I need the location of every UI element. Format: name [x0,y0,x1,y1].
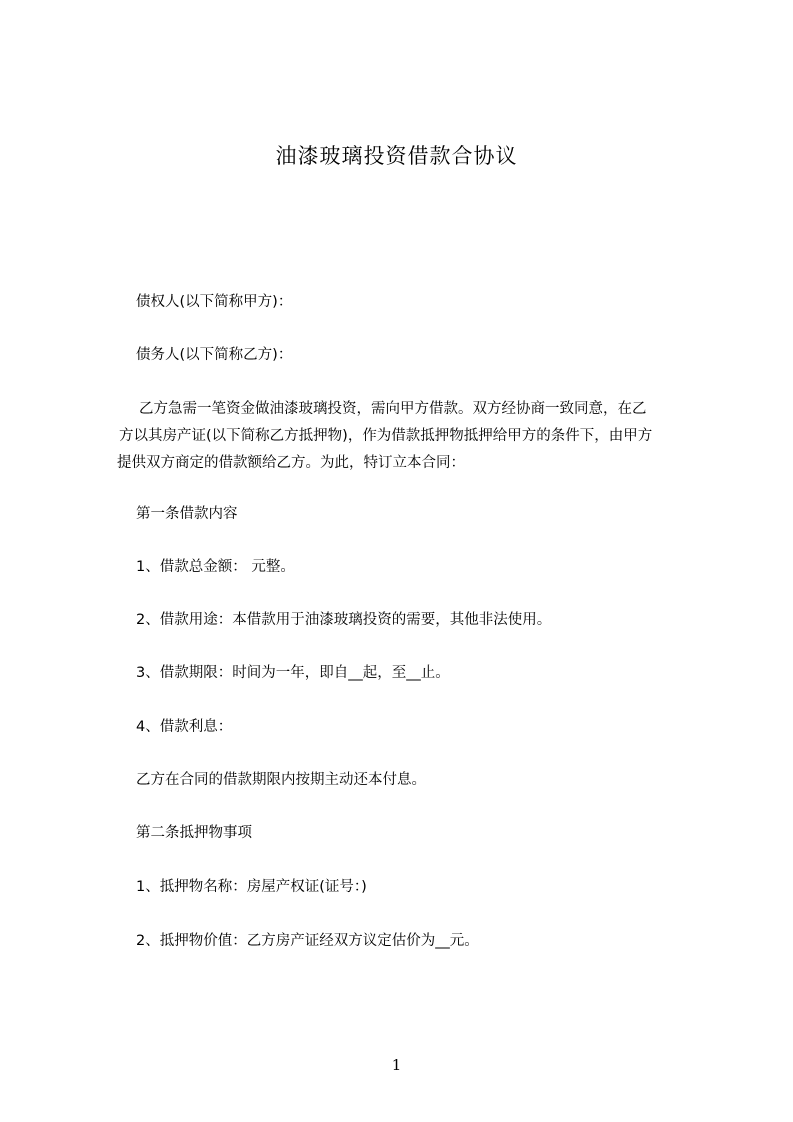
article1-item: 1、借款总金额： 元整。 [136,559,295,575]
intro-paragraph [117,396,717,477]
document-title: 油漆玻璃投资借款合协议 [275,144,518,168]
intro-line: 乙方急需一笔资金做油漆玻璃投资，需向甲方借款。双方经协商一致同意，在乙 [139,401,647,417]
repayment-note: 乙方在合同的借款期限内按期主动还本付息。 [136,772,426,788]
creditor-line: 债权人(以下简称甲方)： [136,294,293,310]
article1-heading: 第一条借款内容 [136,506,238,522]
intro-line: 方以其房产证(以下简称乙方抵押物)，作为借款抵押物抵押给甲方的条件下，由甲方 [119,428,653,444]
debtor-line: 债务人(以下简称乙方)： [136,347,293,363]
intro-line: 提供双方商定的借款额给乙方。为此，特订立本合同： [117,455,465,471]
article2-item: 2、抵押物价值：乙方房产证经双方议定估价为__元。 [136,933,479,949]
page-number: 1 [391,1056,402,1074]
article2-item: 1、抵押物名称：房屋产权证(证号：) [136,879,367,895]
article1-item: 3、借款期限：时间为一年，即自__起，至__止。 [136,665,450,681]
article2-heading: 第二条抵押物事项 [136,825,252,841]
article1-item: 2、借款用途：本借款用于油漆玻璃投资的需要，其他非法使用。 [136,612,552,628]
article1-item: 4、借款利息： [136,719,233,735]
